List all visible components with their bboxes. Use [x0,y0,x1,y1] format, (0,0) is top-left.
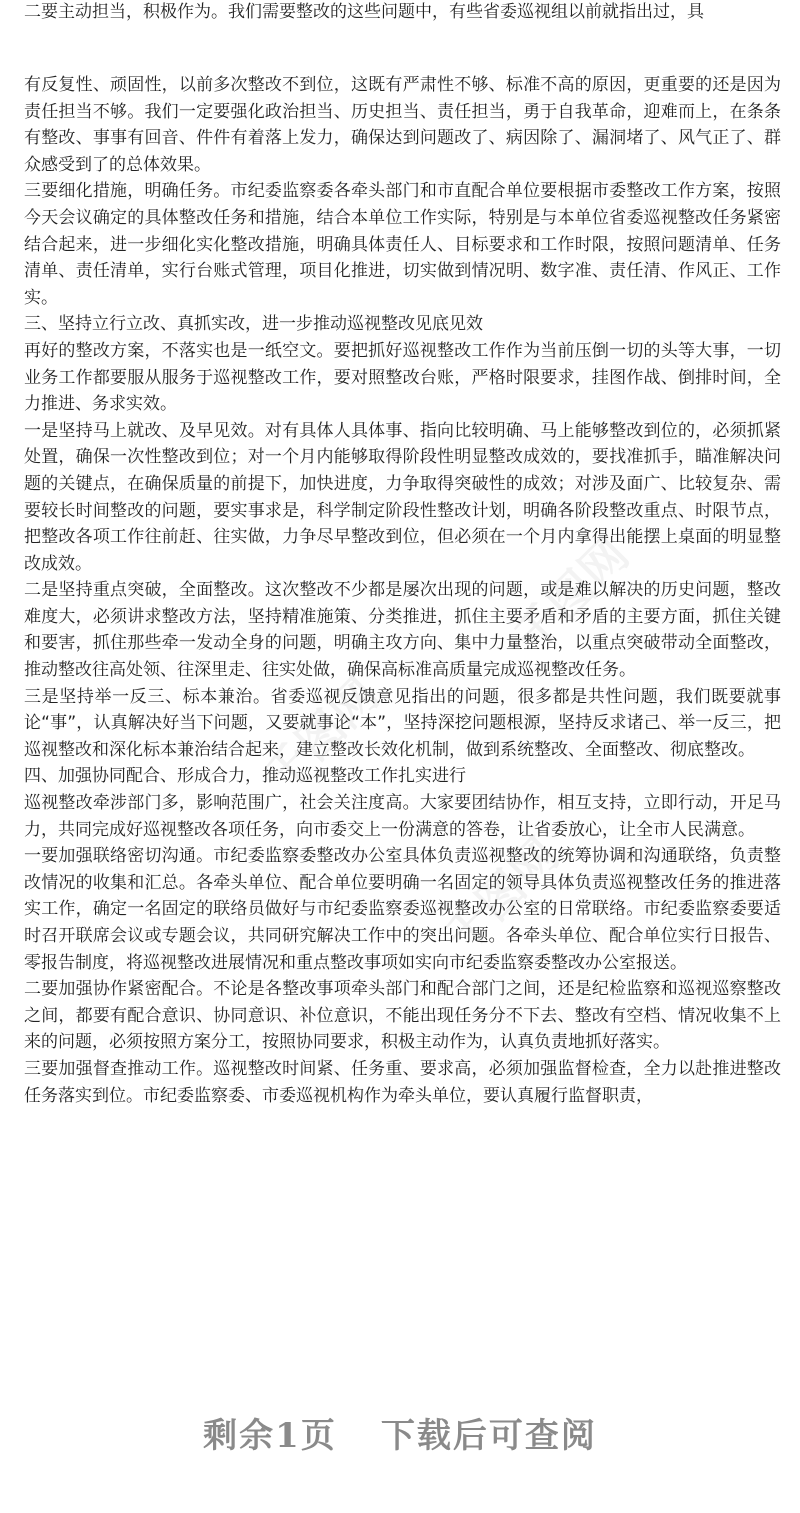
document-top-line: 二要主动担当，积极作为。我们需要整改的这些问题中，有些省委巡视组以前就指出过，具 [24,2,704,22]
document-body [24,72,781,1109]
download-to-read-banner[interactable] [0,1408,800,1457]
paragraph: 一是坚持马上就改、及早见效。对有具体人具体事、指向比较明确、马上能够整改到位的，必须抓紧处置，确保一次性整改到位；对一个月内能够取得阶段性明显整改成效的，要找准抓手，瞄准解决问题的关键点，在确保质量的前提下，加快进度，力争取得突破性的成效；对涉及面广、比较复杂、需要较长时间整改的问题，要实事求是，科学制定阶段性整改计划，明确各阶段整改重点、时限节点，把整改各项工作往前赶、往实做，力争尽早整改到位，但必须在一个月内拿得出能摆上桌面的明显整改成效。 [24,420,781,574]
section-heading: 四、加强协同配合、形成合力，推动巡视整改工作扎实进行 [24,766,466,787]
paragraph: 巡视整改牵涉部门多，影响范围广，社会关注度高。大家要团结协作，相互支持，立即行动，开足马力，共同完成好巡视整改各项任务，向市委交上一份满意的答卷，让省委放心，让全市人民满意。 [24,793,781,840]
remaining-pages-label: 剩余1页 [203,1416,337,1456]
paragraph: 三是坚持举一反三、标本兼治。省委巡视反馈意见指出的问题，很多都是共性问题，我们既要就事论“事”，认真解决好当下问题，又要就事论“本”，坚持深挖问题根源，坚持反求诸己、举一反三，把巡视整改和深化标本兼治结合起来，建立整改长效化机制，做到系统整改、全面整改、彻底整改。 [24,686,781,760]
paragraph: 三要细化措施，明确任务。市纪委监察委各牵头部门和市直配合单位要根据市委整改工作方案，按照今天会议确定的具体整改任务和措施，结合本单位工作实际，特别是与本单位省委巡视整改任务紧密结合起来，进一步细化实化整改措施，明确具体责任人、目标要求和工作时限，按照问题清单、任务清单、责任清单，实行台账式管理，项目化推进，切实做到情况明、数字准、责任清、作风正、工作实。 [24,181,781,308]
paragraph: 二要加强协作紧密配合。不论是各整改事项牵头部门和配合部门之间，还是纪检监察和巡视巡察整改之间，都要有配合意识、协同意识、补位意识，不能出现任务分不下去、整改有空档、情况收集不上来的问题，必须按照方案分工，按照协同要求，积极主动作为，认真负责地抓好落实。 [24,979,781,1053]
paragraph: 有反复性、顽固性，以前多次整改不到位，这既有严肃性不够、标准不高的原因，更重要的还是因为责任担当不够。我们一定要强化政治担当、历史担当、责任担当，勇于自我革命，迎难而上，在条条有整改、事事有回音、件件有着落上发力，确保达到问题改了、病因除了、漏洞堵了、风气正了、群众感受到了的总体效果。 [24,75,781,175]
paragraph: 三要加强督查推动工作。巡视整改时间紧、任务重、要求高，必须加强监督检查，全力以赴推进整改任务落实到位。市纪委监察委、市委巡视机构作为牵头单位，要认真履行监督职责， [24,1058,781,1106]
section-heading: 三、坚持立行立改、真抓实改，进一步推动巡视整改见底见效 [24,314,483,335]
paragraph: 一要加强联络密切沟通。市纪委监察委整改办公室具体负责巡视整改的统筹协调和沟通联络，负责整改情况的收集和汇总。各牵头单位、配合单位要明确一名固定的领导具体负责巡视整改任务的推进落实工作，确定一名固定的联络员做好与市纪委监察委巡视整改办公室的日常联络。市纪委监察委要适时召开联席会议或专题会议，共同研究解决工作中的突出问题。各牵头单位、配合单位实行日报告、零报告制度，将巡视整改进展情况和重点整改事项如实向市纪委监察委整改办公室报送。 [24,846,781,973]
download-prompt-label: 下载后可查阅 [380,1416,597,1456]
paragraph: 再好的整改方案，不落实也是一纸空文。要把抓好巡视整改工作作为当前压倒一切的头等大事，一切业务工作都要服从服务于巡视整改工作，要对照整改台账，严格时限要求，挂图作战、倒排时间，全力推进、务求实效。 [24,340,781,415]
paragraph: 二是坚持重点突破，全面整改。这次整改不少都是屡次出现的问题，或是难以解决的历史问题，整改难度大，必须讲求整改方法，坚持精准施策、分类推进，抓住主要矛盾和矛盾的主要方面，抓住关键和要害，抓住那些牵一发动全身的问题，明确主攻方向、集中力量整治，以重点突破带动全面整改，推动整改往高处领、往深里走、往实处做，确保高标准高质量完成巡视整改任务。 [24,580,781,681]
